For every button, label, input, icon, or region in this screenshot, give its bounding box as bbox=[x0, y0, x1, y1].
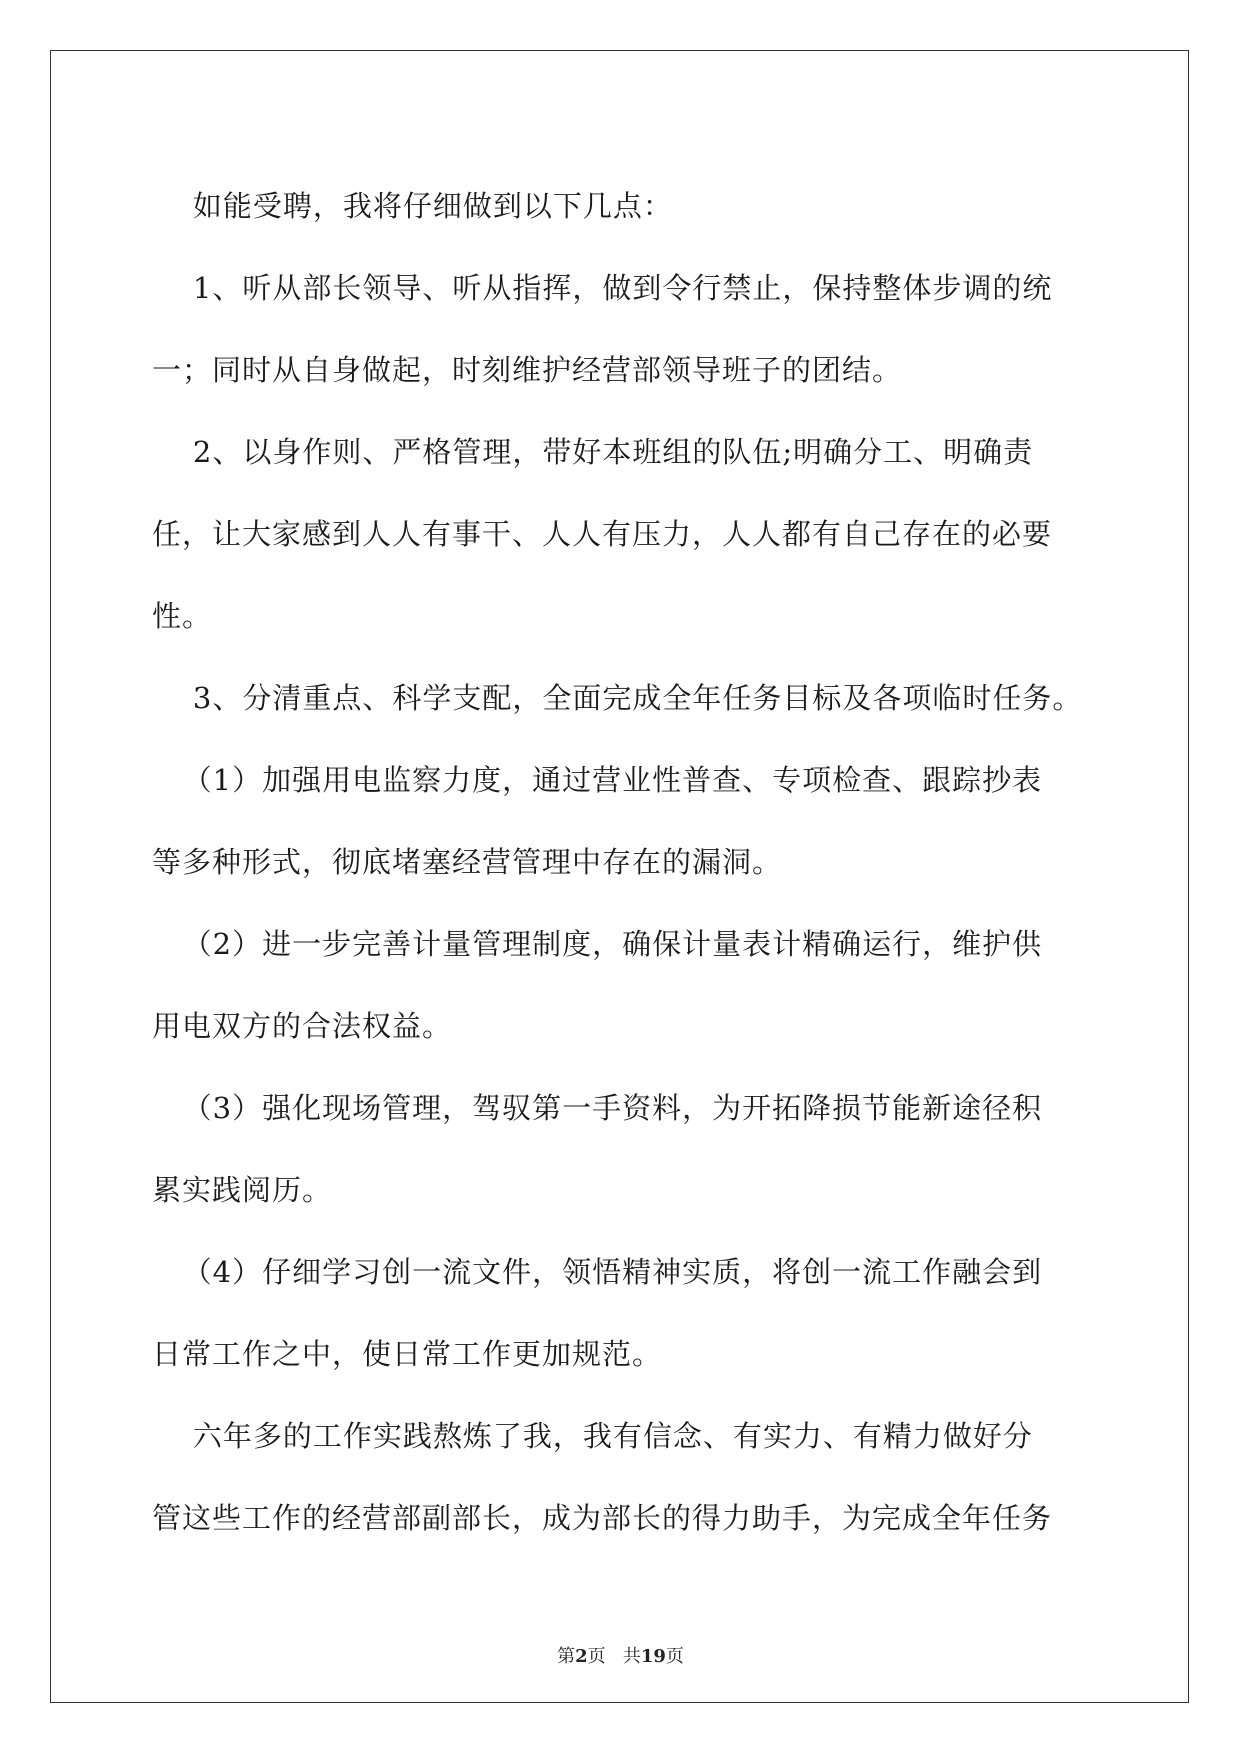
text-line: 性。 bbox=[152, 599, 213, 633]
text-line: （3）强化现场管理，驾驭第一手资料，为开拓降损节能新途径积 bbox=[152, 1091, 1043, 1125]
text-line: （4）仔细学习创一流文件，领悟精神实质，将创一流工作融会到 bbox=[152, 1255, 1043, 1289]
text-line: 如能受聘，我将仔细做到以下几点： bbox=[152, 189, 673, 223]
text-line: 用电双方的合法权益。 bbox=[152, 1009, 453, 1043]
text-line: 六年多的工作实践熬炼了我，我有信念、有实力、有精力做好分 bbox=[152, 1419, 1033, 1453]
footer-page-word: 页 bbox=[587, 1646, 606, 1667]
current-page-number: 2 bbox=[575, 1646, 588, 1667]
text-line: 2、以身作则、严格管理，带好本班组的队伍;明确分工、明确责 bbox=[152, 435, 1034, 469]
footer-total-suffix: 页 bbox=[665, 1646, 684, 1667]
document-body bbox=[152, 165, 1092, 1559]
page-footer bbox=[0, 1642, 1241, 1668]
text-line: （2）进一步完善计量管理制度，确保计量表计精确运行，维护供 bbox=[152, 927, 1043, 961]
text-line: （1）加强用电监察力度，通过营业性普查、专项检查、跟踪抄表 bbox=[152, 763, 1043, 797]
text-line: 日常工作之中，使日常工作更加规范。 bbox=[152, 1337, 663, 1371]
footer-prefix: 第 bbox=[557, 1646, 576, 1667]
text-line: 1、听从部长领导、听从指挥，做到令行禁止，保持整体步调的统 bbox=[152, 271, 1053, 305]
text-line: 任，让大家感到人人有事干、人人有压力，人人都有自己存在的必要 bbox=[152, 517, 1053, 551]
text-line: 一；同时从自身做起，时刻维护经营部领导班子的团结。 bbox=[152, 353, 903, 387]
text-line: 累实践阅历。 bbox=[152, 1173, 333, 1207]
total-page-count: 19 bbox=[640, 1646, 666, 1667]
text-line: 管这些工作的经营部副部长，成为部长的得力助手，为完成全年任务 bbox=[152, 1501, 1053, 1535]
text-line: 等多种形式，彻底堵塞经营管理中存在的漏洞。 bbox=[152, 845, 783, 879]
footer-total-prefix: 共 bbox=[622, 1646, 641, 1667]
text-line: 3、分清重点、科学支配，全面完成全年任务目标及各项临时任务。 bbox=[152, 681, 1083, 715]
